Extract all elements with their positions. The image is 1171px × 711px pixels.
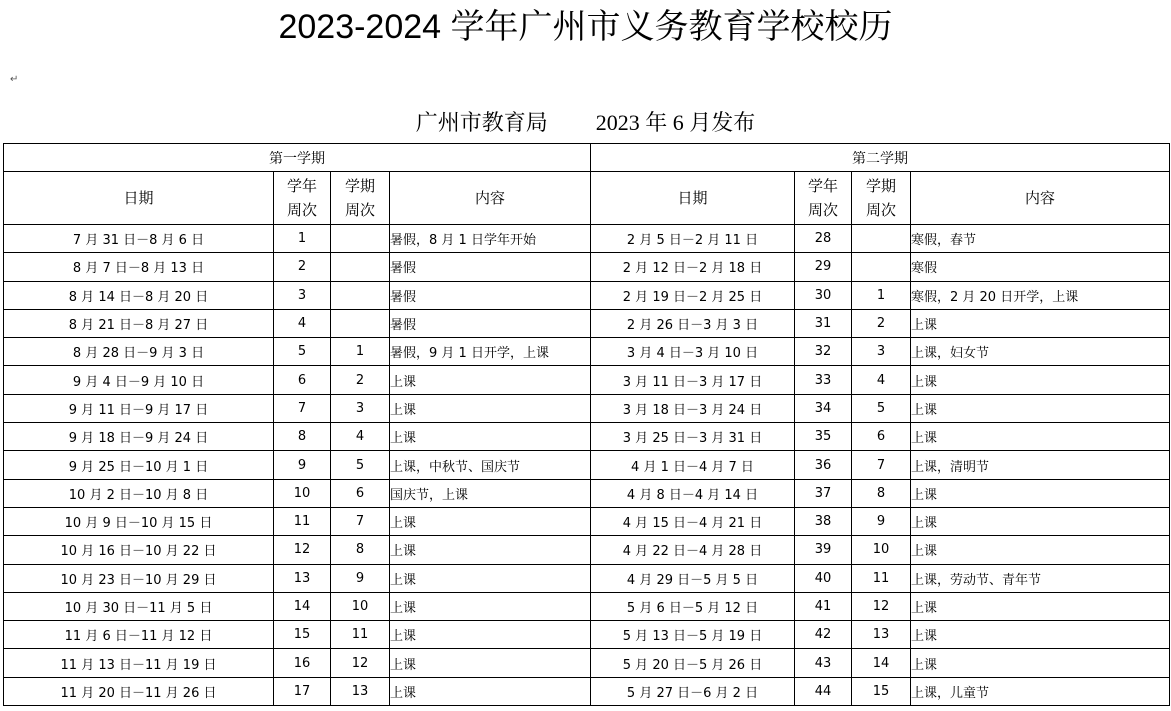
term2-date-cell: 4 月 29 日－5 月 5 日: [591, 564, 795, 592]
term1-date-cell: 11 月 20 日－11 月 26 日: [4, 677, 274, 705]
term1-year-week-cell: 12: [274, 536, 331, 564]
term1-date-cell: 9 月 4 日－9 月 10 日: [4, 366, 274, 394]
table-row: [4, 536, 1170, 564]
term1-year-week-cell: 4: [274, 309, 331, 337]
term1-date-cell: 10 月 23 日－10 月 29 日: [4, 564, 274, 592]
term2-year-week-cell: 31: [795, 309, 852, 337]
term2-content-cell: 寒假: [911, 253, 1170, 281]
term2-term-week-cell: [852, 225, 911, 253]
term1-date-cell: 9 月 18 日－9 月 24 日: [4, 423, 274, 451]
year-week-header-line1: 学年: [807, 177, 838, 195]
term1-content-cell: 上课: [390, 536, 591, 564]
term2-year-week-cell: 29: [795, 253, 852, 281]
term1-year-week-cell: 7: [274, 394, 331, 422]
term1-year-week-cell: 3: [274, 281, 331, 309]
term1-term-week-cell: 8: [331, 536, 390, 564]
term2-term-week-cell: [852, 253, 911, 281]
year-week-header-line2: 周次: [286, 201, 317, 219]
term1-content-cell: 国庆节，上课: [390, 479, 591, 507]
publish-date-text: 2023 年 6 月发布: [595, 110, 756, 135]
term1-content-cell: 上课: [390, 423, 591, 451]
term1-term-week-cell: [331, 253, 390, 281]
term2-content-cell: 上课: [911, 309, 1170, 337]
term2-content-cell: 上课，清明节: [911, 451, 1170, 479]
term2-term-week-cell: 4: [852, 366, 911, 394]
term1-content-cell: 上课: [390, 592, 591, 620]
term2-date-cell: 2 月 12 日－2 月 18 日: [591, 253, 795, 281]
term2-year-week-cell: 41: [795, 592, 852, 620]
term2-content-cell: 上课，妇女节: [911, 338, 1170, 366]
term2-year-week-cell: 34: [795, 394, 852, 422]
table-row: [4, 649, 1170, 677]
table-row: [4, 423, 1170, 451]
page-title: 2023-2024 学年广州市义务教育学校校历: [278, 8, 893, 46]
term1-content-cell: 暑假，8 月 1 日学年开始: [390, 225, 591, 253]
year-week-header: [274, 172, 331, 225]
term2-content-cell: 上课: [911, 507, 1170, 535]
term2-year-week-cell: 42: [795, 621, 852, 649]
term2-year-week-cell: 35: [795, 423, 852, 451]
term2-content-cell: 上课: [911, 621, 1170, 649]
term2-date-cell: 4 月 22 日－4 月 28 日: [591, 536, 795, 564]
table-row: [4, 564, 1170, 592]
term1-content-cell: 上课: [390, 677, 591, 705]
term1-header: 第一学期: [4, 144, 591, 172]
term2-term-week-cell: 9: [852, 507, 911, 535]
year-week-header-line1: 学年: [286, 177, 317, 195]
paragraph-mark-icon: ↵: [10, 74, 19, 85]
term1-year-week-cell: 16: [274, 649, 331, 677]
term1-date-cell: 11 月 13 日－11 月 19 日: [4, 649, 274, 677]
term1-date-cell: 10 月 2 日－10 月 8 日: [4, 479, 274, 507]
term1-date-cell: 8 月 7 日－8 月 13 日: [4, 253, 274, 281]
term1-content-cell: 上课: [390, 366, 591, 394]
term1-content-cell: 暑假，9 月 1 日开学，上课: [390, 338, 591, 366]
term1-date-cell: 10 月 30 日－11 月 5 日: [4, 592, 274, 620]
term2-content-cell: 上课: [911, 423, 1170, 451]
term2-year-week-cell: 28: [795, 225, 852, 253]
content-header: 内容: [390, 172, 591, 225]
table-row: [4, 394, 1170, 422]
term2-year-week-cell: 30: [795, 281, 852, 309]
term1-date-cell: 8 月 21 日－8 月 27 日: [4, 309, 274, 337]
term2-content-cell: 寒假，2 月 20 日开学，上课: [911, 281, 1170, 309]
term-week-header: [852, 172, 911, 225]
term1-year-week-cell: 11: [274, 507, 331, 535]
table-row: [4, 225, 1170, 253]
term1-content-cell: 上课: [390, 394, 591, 422]
table-row: [4, 366, 1170, 394]
term2-term-week-cell: 14: [852, 649, 911, 677]
table-row: [4, 309, 1170, 337]
term1-term-week-cell: 6: [331, 479, 390, 507]
term2-date-cell: 4 月 1 日－4 月 7 日: [591, 451, 795, 479]
table-row: [4, 338, 1170, 366]
term2-date-cell: 2 月 5 日－2 月 11 日: [591, 225, 795, 253]
term1-year-week-cell: 8: [274, 423, 331, 451]
table-row: [4, 677, 1170, 705]
term2-term-week-cell: 5: [852, 394, 911, 422]
term2-date-cell: 3 月 11 日－3 月 17 日: [591, 366, 795, 394]
table-row: [4, 621, 1170, 649]
term1-year-week-cell: 6: [274, 366, 331, 394]
term2-content-cell: 寒假，春节: [911, 225, 1170, 253]
term1-year-week-cell: 13: [274, 564, 331, 592]
date-header: 日期: [591, 172, 795, 225]
term1-term-week-cell: 2: [331, 366, 390, 394]
term2-date-cell: 4 月 15 日－4 月 21 日: [591, 507, 795, 535]
table-row: [4, 253, 1170, 281]
term2-date-cell: 5 月 20 日－5 月 26 日: [591, 649, 795, 677]
term1-term-week-cell: 12: [331, 649, 390, 677]
term1-content-cell: 上课，中秋节、国庆节: [390, 451, 591, 479]
table-row: [4, 451, 1170, 479]
term2-content-cell: 上课: [911, 479, 1170, 507]
term2-term-week-cell: 11: [852, 564, 911, 592]
term2-date-cell: 3 月 25 日－3 月 31 日: [591, 423, 795, 451]
term1-term-week-cell: 10: [331, 592, 390, 620]
term1-content-cell: 暑假: [390, 281, 591, 309]
term2-date-cell: 5 月 13 日－5 月 19 日: [591, 621, 795, 649]
term2-date-cell: 3 月 18 日－3 月 24 日: [591, 394, 795, 422]
term2-date-cell: 2 月 19 日－2 月 25 日: [591, 281, 795, 309]
term2-content-cell: 上课: [911, 366, 1170, 394]
term1-term-week-cell: [331, 309, 390, 337]
publisher-text: 广州市教育局: [415, 110, 548, 135]
table-row: [4, 592, 1170, 620]
term1-term-week-cell: 1: [331, 338, 390, 366]
year-week-header: [795, 172, 852, 225]
calendar-body: [4, 225, 1170, 706]
term1-content-cell: 暑假: [390, 253, 591, 281]
term1-year-week-cell: 17: [274, 677, 331, 705]
term2-term-week-cell: 13: [852, 621, 911, 649]
term2-year-week-cell: 39: [795, 536, 852, 564]
term2-term-week-cell: 7: [852, 451, 911, 479]
term2-term-week-cell: 6: [852, 423, 911, 451]
term2-year-week-cell: 44: [795, 677, 852, 705]
term2-content-cell: 上课: [911, 649, 1170, 677]
term1-content-cell: 暑假: [390, 309, 591, 337]
term2-content-cell: 上课: [911, 592, 1170, 620]
term1-date-cell: 8 月 14 日－8 月 20 日: [4, 281, 274, 309]
term1-year-week-cell: 2: [274, 253, 331, 281]
term1-content-cell: 上课: [390, 564, 591, 592]
term2-content-cell: 上课，儿童节: [911, 677, 1170, 705]
publication-line: [0, 108, 1171, 138]
term1-term-week-cell: 11: [331, 621, 390, 649]
year-week-header-line2: 周次: [807, 201, 838, 219]
term1-content-cell: 上课: [390, 621, 591, 649]
term-week-header-line2: 周次: [865, 201, 896, 219]
term1-date-cell: 10 月 9 日－10 月 15 日: [4, 507, 274, 535]
term2-date-cell: 5 月 27 日－6 月 2 日: [591, 677, 795, 705]
term2-term-week-cell: 15: [852, 677, 911, 705]
term1-content-cell: 上课: [390, 507, 591, 535]
term1-term-week-cell: 7: [331, 507, 390, 535]
term1-term-week-cell: 13: [331, 677, 390, 705]
term2-term-week-cell: 3: [852, 338, 911, 366]
term1-year-week-cell: 5: [274, 338, 331, 366]
term1-term-week-cell: 9: [331, 564, 390, 592]
term2-term-week-cell: 10: [852, 536, 911, 564]
term1-date-cell: 11 月 6 日－11 月 12 日: [4, 621, 274, 649]
term-week-header-line1: 学期: [865, 177, 896, 195]
term2-year-week-cell: 36: [795, 451, 852, 479]
term2-content-cell: 上课，劳动节、青年节: [911, 564, 1170, 592]
term1-year-week-cell: 9: [274, 451, 331, 479]
column-header-row: [4, 172, 1170, 225]
term2-year-week-cell: 37: [795, 479, 852, 507]
term1-content-cell: 上课: [390, 649, 591, 677]
table-row: [4, 507, 1170, 535]
term1-date-cell: 8 月 28 日－9 月 3 日: [4, 338, 274, 366]
term-header-row: [4, 144, 1170, 172]
term2-date-cell: 4 月 8 日－4 月 14 日: [591, 479, 795, 507]
term1-term-week-cell: 5: [331, 451, 390, 479]
term-week-header-line1: 学期: [344, 177, 375, 195]
table-row: [4, 281, 1170, 309]
term1-year-week-cell: 15: [274, 621, 331, 649]
term2-content-cell: 上课: [911, 394, 1170, 422]
term2-year-week-cell: 38: [795, 507, 852, 535]
term1-year-week-cell: 10: [274, 479, 331, 507]
term2-date-cell: 2 月 26 日－3 月 3 日: [591, 309, 795, 337]
term1-term-week-cell: [331, 225, 390, 253]
table-row: [4, 479, 1170, 507]
term2-year-week-cell: 43: [795, 649, 852, 677]
term2-content-cell: 上课: [911, 536, 1170, 564]
term2-date-cell: 5 月 6 日－5 月 12 日: [591, 592, 795, 620]
term2-term-week-cell: 1: [852, 281, 911, 309]
term1-term-week-cell: 4: [331, 423, 390, 451]
term2-term-week-cell: 8: [852, 479, 911, 507]
term-week-header-line2: 周次: [344, 201, 375, 219]
term2-date-cell: 3 月 4 日－3 月 10 日: [591, 338, 795, 366]
date-header: 日期: [4, 172, 274, 225]
term2-year-week-cell: 32: [795, 338, 852, 366]
term2-term-week-cell: 12: [852, 592, 911, 620]
content-header: 内容: [911, 172, 1170, 225]
term1-date-cell: 7 月 31 日－8 月 6 日: [4, 225, 274, 253]
term1-year-week-cell: 14: [274, 592, 331, 620]
term1-term-week-cell: 3: [331, 394, 390, 422]
term1-date-cell: 10 月 16 日－10 月 22 日: [4, 536, 274, 564]
term2-year-week-cell: 40: [795, 564, 852, 592]
term2-term-week-cell: 2: [852, 309, 911, 337]
term2-header: 第二学期: [591, 144, 1170, 172]
term2-year-week-cell: 33: [795, 366, 852, 394]
school-calendar-table: [3, 143, 1170, 706]
term1-term-week-cell: [331, 281, 390, 309]
term1-date-cell: 9 月 11 日－9 月 17 日: [4, 394, 274, 422]
term-week-header: [331, 172, 390, 225]
term1-year-week-cell: 1: [274, 225, 331, 253]
term1-date-cell: 9 月 25 日－10 月 1 日: [4, 451, 274, 479]
